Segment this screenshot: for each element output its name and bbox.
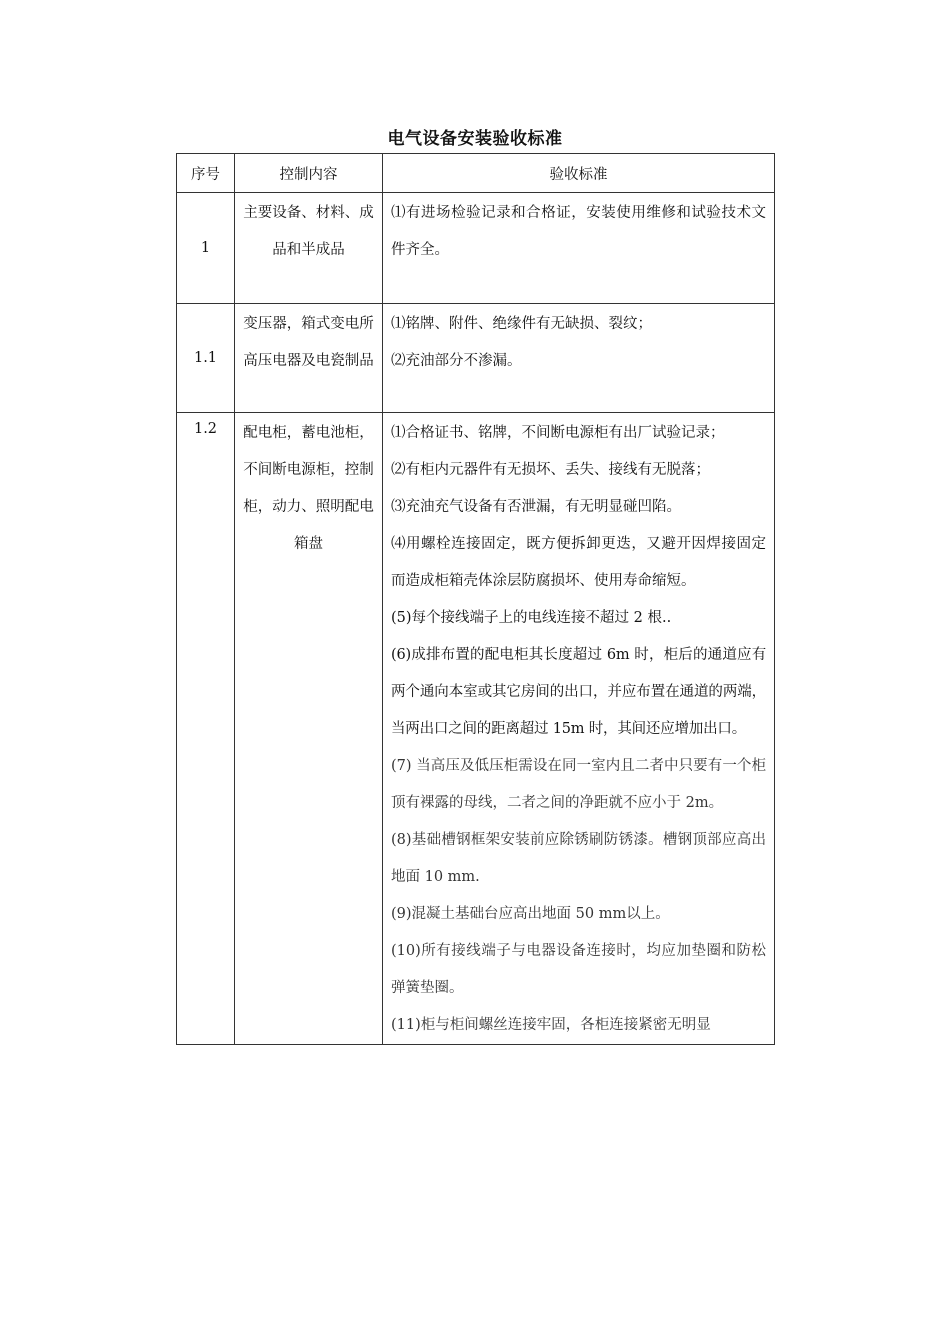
row-control: 配电柜，蓄电池柜，不间断电源柜，控制柜，动力、照明配电箱盘	[235, 413, 383, 1045]
row-seq: 1	[177, 193, 235, 304]
header-control: 控制内容	[235, 154, 383, 193]
row-standard	[383, 304, 775, 413]
standard-item: (10)所有接线端子与电器设备连接时，均应加垫圈和防松弹簧垫圈。	[391, 943, 766, 996]
table-row	[177, 193, 775, 304]
row-standard	[383, 413, 775, 1045]
row-control: 主要设备、材料、成品和半成品	[235, 193, 383, 304]
row-seq: 1.1	[177, 304, 235, 413]
row-standard	[383, 193, 775, 304]
table-header-row	[177, 154, 775, 193]
standard-item: ⑵充油部分不渗漏。	[391, 353, 522, 369]
standard-item: (7) 当高压及低压柜需设在同一室内且二者中只要有一个柜顶有裸露的母线，二者之间的净距就不应小于 2m。	[391, 758, 766, 811]
header-seq: 序号	[177, 154, 235, 193]
standard-item: ⑵有柜内元器件有无损坏、丢失、接线有无脱落；	[391, 462, 710, 478]
standard-item: (9)混凝土基础台应高出地面 50 mm以上。	[391, 906, 670, 922]
header-standard: 验收标准	[383, 154, 775, 193]
standard-item: ⑴铭牌、附件、绝缘件有无缺损、裂纹；	[391, 316, 652, 332]
standard-item: ⑷用螺栓连接固定，既方便拆卸更迭，又避开因焊接固定而造成柜箱壳体涂层防腐损坏、使用寿命缩短。	[391, 536, 766, 589]
standard-item: ⑴有进场检验记录和合格证，安装使用维修和试验技术文件齐全。	[391, 205, 766, 258]
table-row	[177, 413, 775, 1045]
standard-item: ⑴合格证书、铭牌，不间断电源柜有出厂试验记录；	[391, 425, 725, 441]
table-row	[177, 304, 775, 413]
standard-item: ⑶充油充气设备有否泄漏，有无明显碰凹陷。	[391, 499, 681, 515]
standard-item: (8)基础槽钢框架安装前应除锈刷防锈漆。槽钢顶部应高出地面 10 mm.	[391, 832, 766, 885]
row-control: 变压器，箱式变电所高压电器及电瓷制品	[235, 304, 383, 413]
document-title: 电气设备安装验收标准	[387, 129, 563, 149]
standard-item: (6)成排布置的配电柜其长度超过 6m 时，柜后的通道应有两个通向本室或其它房间的出口，并应布置在通道的两端，当两出口之间的距离超过 15m 时，其间还应增加出口。	[391, 647, 766, 737]
standard-item: (5)每个接线端子上的电线连接不超过 2 根..	[391, 610, 672, 626]
acceptance-standards-table	[176, 153, 775, 1045]
standard-item: (11)柜与柜间螺丝连接牢固，各柜连接紧密无明显	[391, 1017, 711, 1033]
row-seq: 1.2	[177, 413, 235, 1045]
